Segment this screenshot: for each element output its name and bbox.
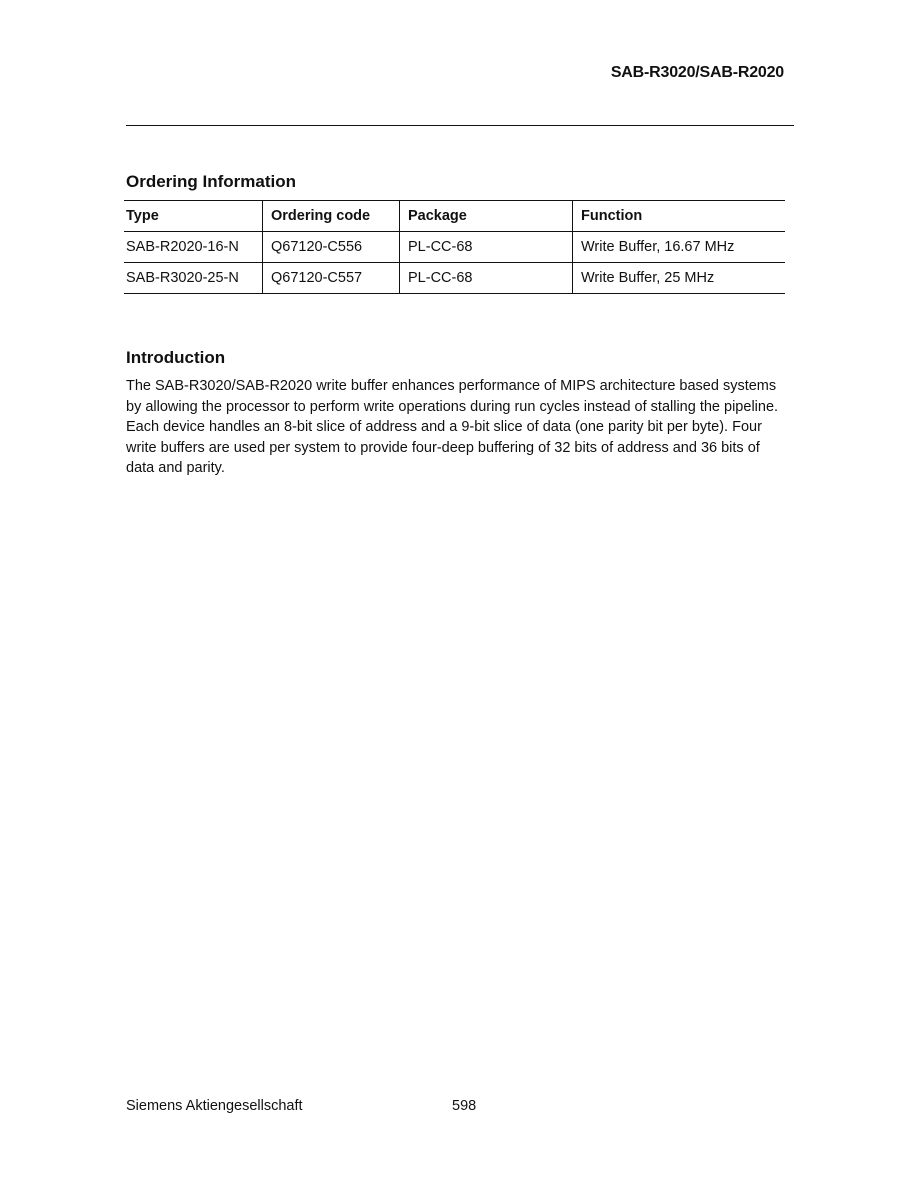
header-divider bbox=[126, 125, 794, 126]
introduction-body: The SAB-R3020/SAB-R2020 write buffer enhances performance of MIPS architecture based systems by allowing the processor to perform write operations during run cycles instead of stalling the pipeline. Each device handles an 8-bit slice of address and a 9-bit slice of data (one parity bit per byte). Four write buffers are used per system to provide four-deep buffering of 32 bits of address and 36 bits of data and parity. bbox=[126, 378, 779, 477]
column-header-function: Function bbox=[573, 201, 786, 232]
column-header-type: Type bbox=[126, 208, 159, 224]
cell-function: Write Buffer, 16.67 MHz bbox=[573, 232, 786, 263]
cell-type: SAB-R3020-25-N bbox=[126, 270, 239, 286]
page-number: 598 bbox=[452, 1098, 477, 1114]
footer-company-name: Siemens Aktiengesellschaft bbox=[126, 1098, 303, 1114]
introduction-heading: Introduction bbox=[126, 348, 226, 367]
cell-ordering-code: Q67120-C557 bbox=[263, 263, 400, 294]
cell-package: PL-CC-68 bbox=[400, 232, 573, 263]
cell-package: PL-CC-68 bbox=[400, 263, 573, 294]
table-header-row bbox=[124, 201, 785, 232]
table-row bbox=[124, 232, 785, 263]
cell-ordering-code: Q67120-C556 bbox=[263, 232, 400, 263]
cell-function: Write Buffer, 25 MHz bbox=[573, 263, 786, 294]
ordering-table bbox=[124, 200, 785, 294]
table-row bbox=[124, 263, 785, 294]
column-header-ordering-code: Ordering code bbox=[263, 201, 400, 232]
cell-type: SAB-R2020-16-N bbox=[126, 239, 239, 255]
page-header-title: SAB-R3020/SAB-R2020 bbox=[610, 64, 784, 81]
ordering-information-heading: Ordering Information bbox=[126, 172, 296, 191]
column-header-package: Package bbox=[400, 201, 573, 232]
